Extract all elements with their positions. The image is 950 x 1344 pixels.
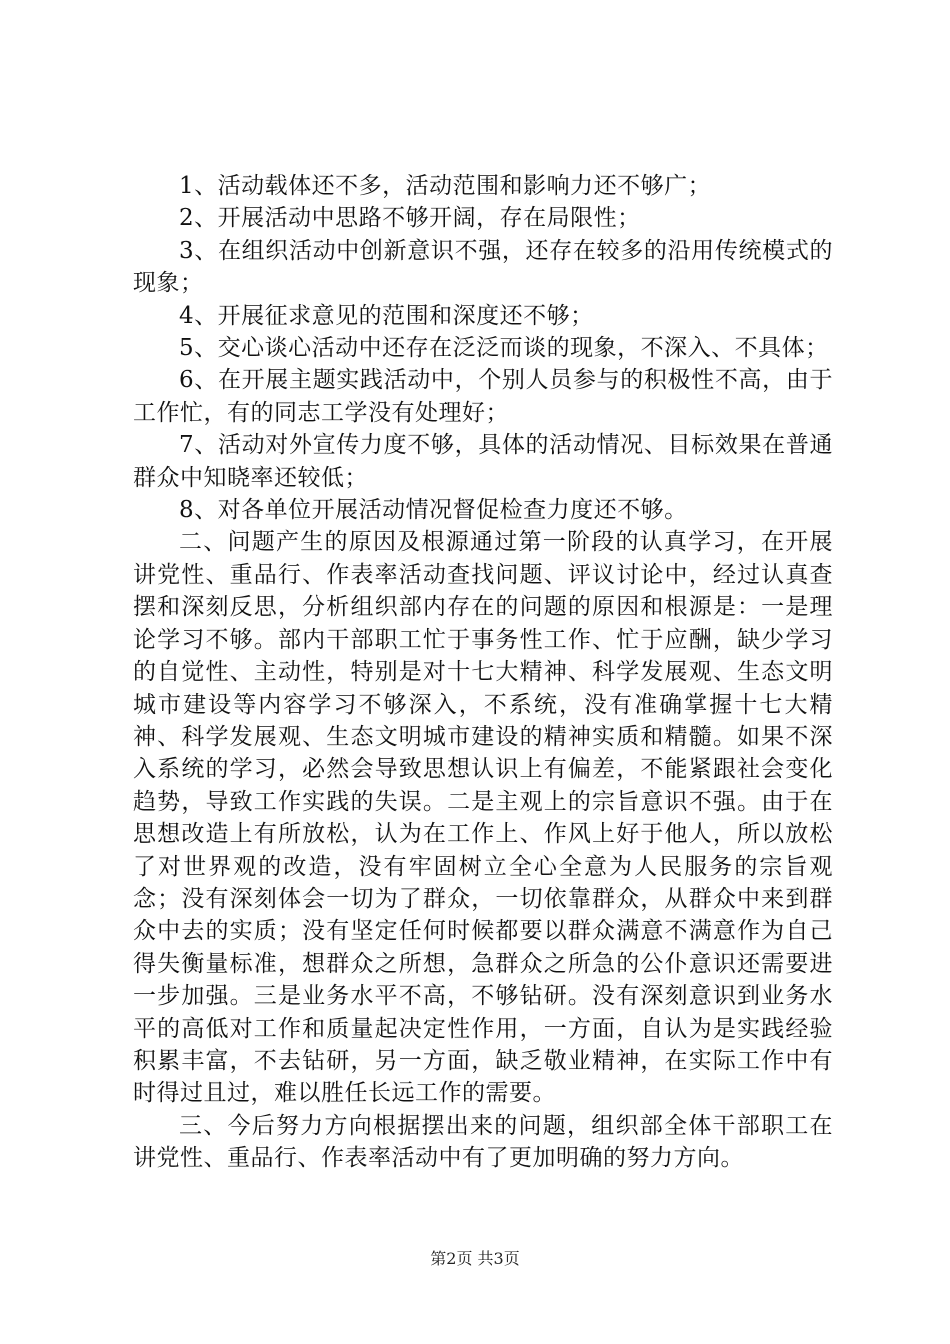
list-item-4: 4、开展征求意见的范围和深度还不够；: [179, 302, 594, 329]
document-body: [133, 170, 833, 1175]
list-item-2: 2、开展活动中思路不够开阔，存在局限性；: [179, 205, 641, 232]
section-two-paragraph: 二、问题产生的原因及根源通过第一阶段的认真学习，在开展讲党性、重品行、作表率活动查找问题、评议讨论中，经过认真查摆和深刻反思，分析组织部内存在的问题的原因和根源是：一是理论学习不够。部内干部职工忙于事务性工作、忙于应酬，缺少学习的自觉性、主动性，特别是对十七大精神、科学发展观、生态文明城市建设等内容学习不够深入，不系统，没有准确掌握十七大精神、科学发展观、生态文明城市建设的精神实质和精髓。如果不深入系统的学习，必然会导致思想认识上有偏差，不能紧跟社会变化趋势，导致工作实践的失误。二是主观上的宗旨意识不强。由于在思想改造上有所放松，认为在工作上、作风上好于他人，所以放松了对世界观的改造，没有牢固树立全心全意为人民服务的宗旨观念；没有深刻体会一切为了群众，一切依靠群众，从群众中来到群众中去的实质；没有坚定任何时候都要以群众满意不满意作为自己得失衡量标准，想群众之所想，急群众之所急的公仆意识还需要进一步加强。三是业务水平不高，不够钻研。没有深刻意识到业务水平的高低对工作和质量起决定性作用，一方面，自认为是实践经验积累丰富，不去钻研，另一方面，缺乏敬业精神，在实际工作中有时得过且过，难以胜任长远工作的需要。: [133, 529, 833, 1107]
list-item-3: 3、在组织活动中创新意识不强，还存在较多的沿用传统模式的现象；: [133, 237, 833, 297]
list-item-7: 7、活动对外宣传力度不够，具体的活动情况、目标效果在普通群众中知晓率还较低；: [133, 432, 833, 491]
list-item-6: 6、在开展主题实践活动中，个别人员参与的积极性不高，由于工作忙，有的同志工学没有处理好；: [133, 367, 833, 426]
list-item-5: 5、交心谈心活动中还存在泛泛而谈的现象，不深入、不具体；: [179, 335, 829, 362]
list-item-8: 8、对各单位开展活动情况督促检查力度还不够。: [179, 497, 688, 524]
page-number-footer: 第2页 共3页: [430, 1249, 520, 1268]
section-three-paragraph: 三、今后努力方向根据摆出来的问题，组织部全体干部职工在讲党性、重品行、作表率活动中有了更加明确的努力方向。: [133, 1112, 833, 1172]
list-item-1: 1、活动载体还不多，活动范围和影响力还不够广；: [179, 173, 712, 199]
